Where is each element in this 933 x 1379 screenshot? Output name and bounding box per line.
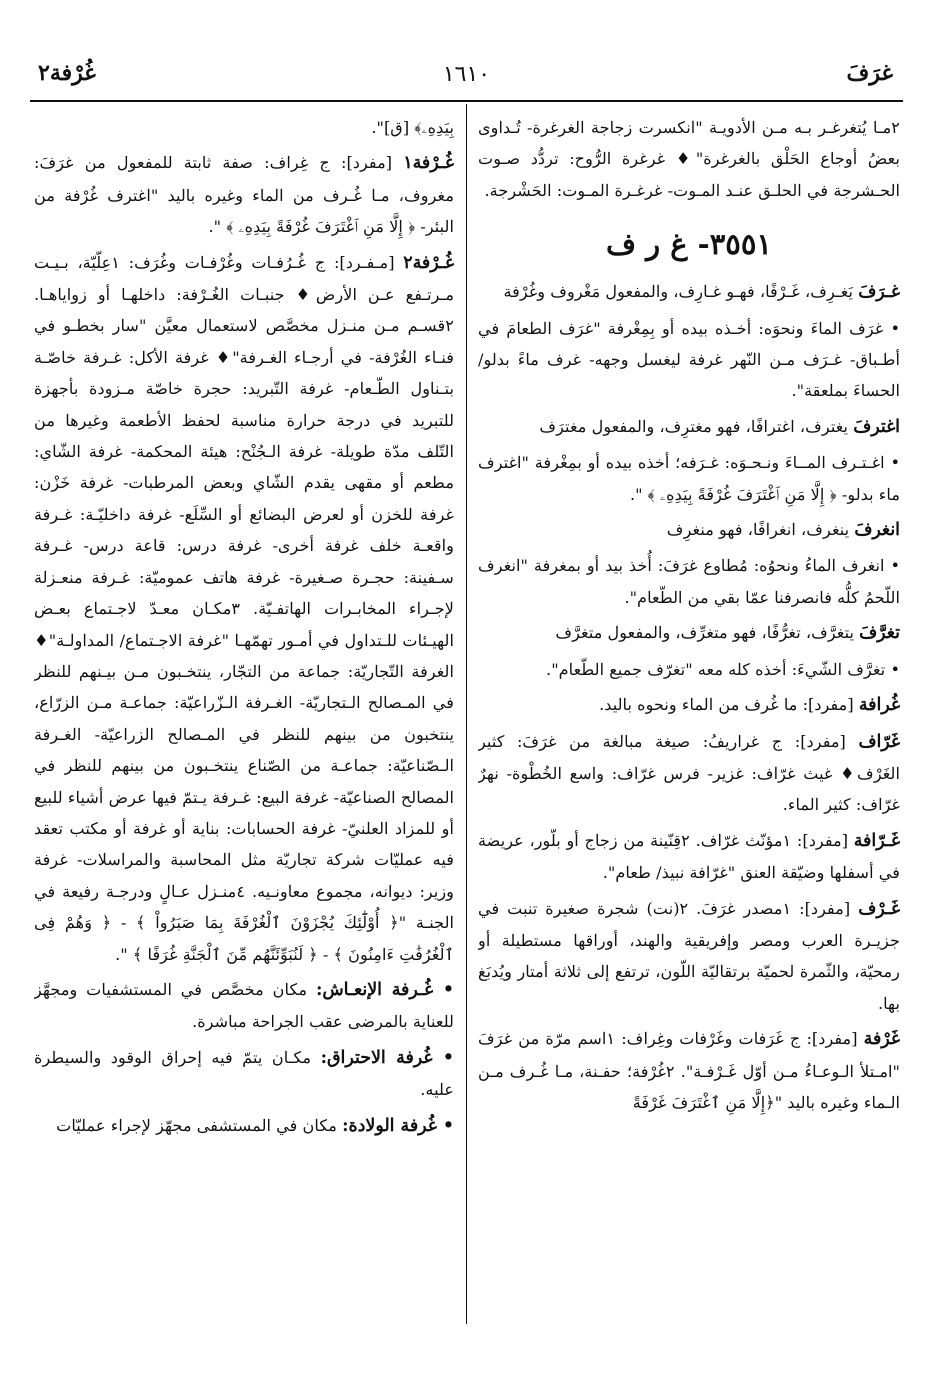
headword: اغترفَ: [853, 416, 900, 437]
headword: غُرافة: [858, 695, 900, 716]
entry-text: مكان في المستشفى مجهّز لإجراء عمليّات: [56, 1115, 337, 1135]
entry-paragraph: [478, 689, 900, 721]
text-paragraph: • تغرَّف الشّيءَ: أخذه كله معه "تغرّف جميع الطّعام".: [546, 659, 900, 679]
entry-text: مكـان يتمّ فيه إحراق الوقود والسيطرة عليه.: [34, 1047, 454, 1100]
left-column: [34, 112, 454, 1352]
headword: غَرْفة: [863, 1029, 900, 1050]
entry-paragraph: [478, 893, 900, 1020]
text-paragraph: • غرَف الماءَ ونحوَه: أخـذه بيده أو بِمِغْرفة "غرَف الطعامَ في أطـباق- غـرَف مـن النّهر غرفة ليغسل وجهه- غرف ماءً بدلو/ الحساءَ بملعقة".: [478, 318, 900, 401]
running-head-left: غُرْفة٢: [38, 60, 96, 86]
headword: غَرّاف: [858, 731, 900, 752]
entry-paragraph: [478, 726, 900, 821]
entry-text: [مفرد]: ج غَرَفات وغَرْفات وغِراف: ١اسم مرّة من غرَفَ "امـتلأ الـوعـاءُ مـن أوّل غَـرْفـة". ٢غُرْفة؛ حفـنة، مـا غُـرف مـن الـماء وغيره باليد "﴿إِلَّا مَنِ ٱغْتَرَفَ غَرْفَةً: [478, 1029, 900, 1112]
entry-text: [مفرد]: ما غُرف من الماء ونحوه باليد.: [599, 695, 854, 715]
entry-text: [مفرد]: ج غِراف: صفة ثابتة للمفعول من غرَفَ: مغروف، مـا غُـرف من الماء وغيره باليد "اغترف غُرْفة من البئر- ﴿ إِلَّا مَنِ ٱغْتَرَفَ غُرْفَةً بِيَدِهِۦ ﴾ ".: [34, 153, 454, 237]
entry-paragraph: [478, 1023, 900, 1118]
entry-text: [مفرد]: ج غراريفُ: صيغة مبالغة من غرَفَ: كثير الغَرْف♦ غيث غرّاف: غزير- فرس غرّاف: واسع الخُطْوة- نهرٌ غرّاف: كثير الماء.: [478, 731, 900, 815]
entry-text: يتغرَّف، تغرُّفًا، فهو متغرِّف، والمفعول متغرَّف: [555, 623, 854, 643]
entry-text: يَغـرِف، غَـرْفًا، فهـو غـارِف، والمفعول مَغْروف وغُرْفة: [503, 282, 854, 302]
header-rule: [30, 100, 903, 102]
entry-paragraph: [478, 411, 900, 443]
entry-paragraph: [478, 617, 900, 649]
bullet-paragraph: [34, 974, 454, 1038]
page-header: [0, 0, 933, 96]
text-paragraph: • اغـتـرف المــاءَ ونـحـوَه: غـرَفه؛ أخذه بيده أو بمِغْرفة "اغترف ماء بدلو- ﴿ إِلَّا مَنِ ٱغْتَرَفَ غُرْفَةً بِيَدِهِۦ ﴾ ".: [478, 453, 900, 504]
column-divider: [466, 104, 467, 1324]
headword: غـرَفَ: [858, 282, 900, 303]
text-paragraph: ٢مـا يُتغرغـر بـه مـن الأدويـة "انكسرت زجاجة الغرغرة- تُـداوى بعضُ أوجاع الحَلْق بالغرغرة"♦ غرغرة الرُّوح: تردُّد صـوت الحـشرجة في الحلـق عنـد المـوت- غرغـرة المـوت: الحَشْرجة.: [478, 118, 900, 200]
root-heading: ٣٥٥١- غ ر ف: [605, 227, 772, 262]
entry-text: [مفرد]: ١مصدر غرَفَ. ٢(نت) شجرة صغيرة تنبت في جزيـرة العرب ومصر وإفريقية والهند، أوراقها مستطيلة أو رمحيّة، والثّمرة لحميّة برتقاليّة اللّون، ترتفع إلى ثلاثة أمتار ويُدبَغ بها.: [478, 898, 900, 1013]
entry-paragraph: [34, 247, 454, 970]
headword: تغرَّفَ: [859, 623, 900, 644]
headword: غُـرْفة٢: [403, 252, 454, 273]
entry-text: مكان مخصَّص في المستشفيات ومجهَّز للعناية بالمرضى عقب الجراحة مباشرة.: [34, 979, 454, 1032]
entry-text: ينغرف، انغرافًا، فهو منغرِف: [666, 520, 850, 540]
text-paragraph: • انغرف الماءُ ونحوُه: مُطاوع غرَفَ: أُخذ بيد أو بمغرفة "انغرف اللّحمُ كلُّه فانصرفنا عمّا بقي من الطّعام".: [478, 556, 900, 607]
right-column: [478, 112, 900, 1332]
headword: انغرفَ: [854, 520, 900, 541]
headword: غَـرْف: [858, 898, 900, 919]
entry-paragraph: [478, 825, 900, 889]
entry-text: يغترف، اغترافًا، فهو مغترِف، والمفعول مغترَف: [539, 416, 849, 436]
entry-paragraph: [34, 147, 454, 242]
headword: غَـرّافة: [853, 830, 900, 851]
headword: غُـرْفة١: [403, 153, 454, 174]
headword: • غُرفة الاحتراق:: [320, 1047, 454, 1068]
entry-text: [مفرد]: ١مؤنّث غرّاف. ٢قِنّينة من زجاج أو بلّور، عريضة في أسفلها وضيّقة العنق "غرّافة نبيذ/ طعام".: [478, 830, 900, 883]
bullet-paragraph: [34, 1042, 454, 1106]
page-number: ١٦١٠: [442, 62, 491, 87]
headword: • غُـرفة الإنعـاش:: [315, 979, 454, 1000]
entry-paragraph: [478, 514, 900, 546]
headword: • غُرفة الولادة:: [342, 1115, 454, 1136]
text-paragraph: بِيَدِهِۦ﴾ [ق]".: [371, 118, 454, 137]
entry-paragraph: [478, 276, 900, 308]
running-head-right: غرَفَ: [846, 60, 893, 86]
entry-text: [مـفـرد]: ج غُـرُفـات وغُرْفـات وغُرَف: ١عِلّيّة، بـيـت مـرتـفع عـن الأرض♦ جنبـات الغُـرْفة: داخلهـا أو زواياهـا. ٢قسـم مـن منـزل مخصَّص لاستعمال معيَّن "سار بخطـو في فنـاء الغُرْفة- في أرجـاء الغـرفة"♦ غرفة الأكل: غـرفة خاصّـة بتـناول الطّـعام- غرفة التّبريد: حجرة خاصّة مـزودة بأجهزة للتبريد في درجة حرارة مناسبة لحفظ الأطعمة وغيرها من التّلف مدّة طويلة- غرفة الـجُنْح: هيئة المحكمة- غرفة الشّاي: مطعم أو مقهى يقدم الشّاي وبعض المرطبات- غرفة خَزْن: غرفة للخزن أو لعرض البضائع أو السِّلَع- غرفة داخليّـة: غـرفة واقعـة خلف غرفة أخرى- غرفة درس: قاعة درس- غـرفة سـفينة: حجـرة صـغيرة- غرفة هاتف عموميّة: غـرفة منعـزلة لإجـراء المخابـرات الهاتفـيّة. ٣مكـان معـدّ لاجـتماع بعـض الهيـئات للـتداول في أمـور تهمّهـا "غرفة الاجـتماع/ المداولـة"♦ الغرفة التّجاريّة: جماعة من التجّار، ينتخـبون مـن بيـنهم للنظر في المـصالح الـتجاريّة- الغـرفة الـزّراعيّة: جماعـة مـن الزرّاع، ينتخبون من بينهم للنظر في المـصالح الزراعيّة- الغـرفة الـصّناعيّة: جماعـة من الصّناع ينتخـبون من بينهم للنظر في المصالح الصناعيّة- غرفة البيع: غـرفة يـتمّ فيها عرض أشياء للبيع أو للمزاد العلنيّ- غرفة الحسابات: بناية أو غرفة أو مكتب تعقد فيه عمليّات شركة تجاريّة مثل المحاسبة والمراسلات- غرفة وزير: ديوانه، مجموع معاونـيه. ٤منـزل عـالٍ ودرجـة رفيعة في الجنـة "﴿ أُوْلَٰٓئِكَ يُجْزَوْنَ ٱلْغُرْفَةَ بِمَا صَبَرُواْ ﴾ - ﴿ وَهُمْ فِى ٱلْغُرُفَٰتِ ءَامِنُونَ ﴾ - ﴿ لَنُبَوِّئَنَّهُم مِّنَ ٱلْجَنَّةِ غُرَفًا ﴾ ".: [34, 252, 454, 964]
bullet-paragraph: [34, 1110, 454, 1142]
